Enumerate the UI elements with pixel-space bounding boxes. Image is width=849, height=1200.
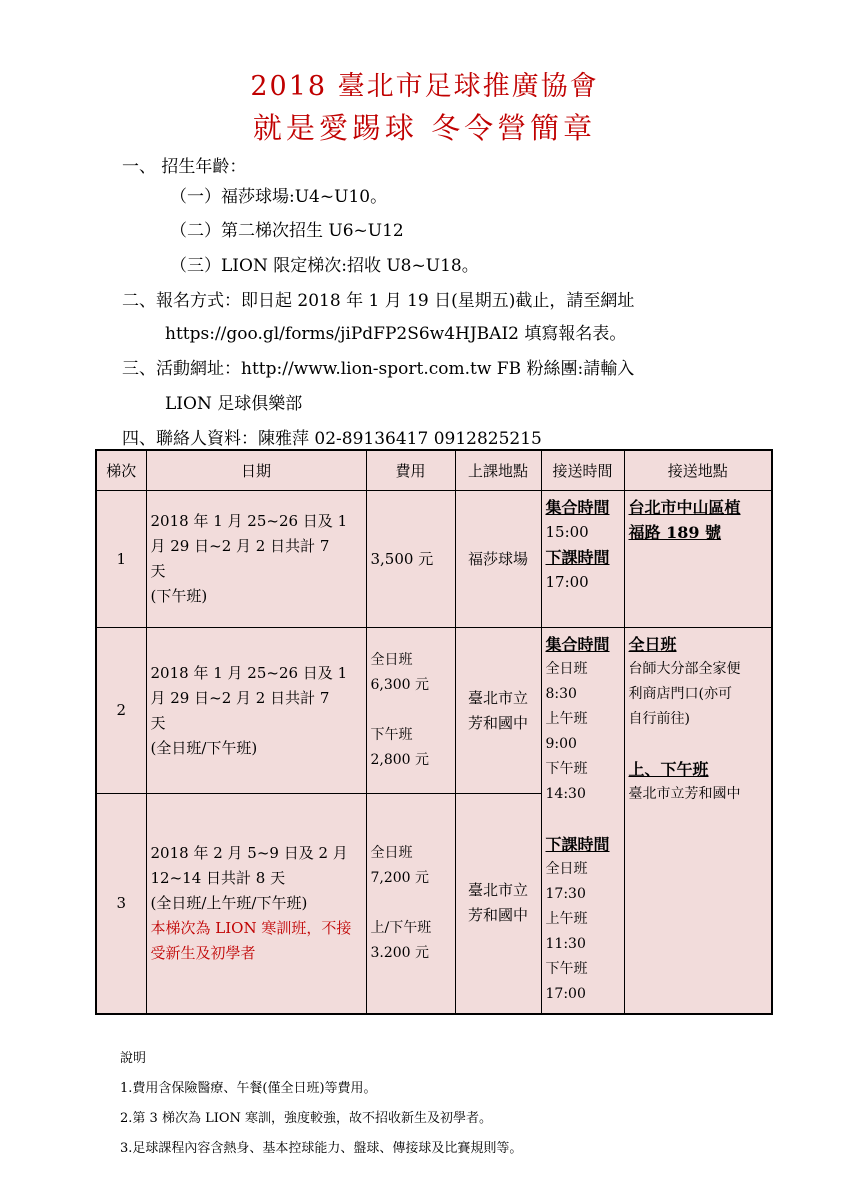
header-venue: 上課地點 xyxy=(455,450,541,491)
time-line: 上午班 xyxy=(545,711,588,727)
section-2-line-2: https://goo.gl/forms/jiPdFP2S6w4HJBAI2 填寫報名表。 xyxy=(165,324,627,344)
header-pickup-location: 接送地點 xyxy=(624,450,772,491)
fee-line: 下午班 xyxy=(370,727,413,743)
notes-title: 說明 xyxy=(120,1051,147,1066)
note-item: 3.足球課程內容含熱身、基本控球能力、盤球、傳接球及比賽規則等。 xyxy=(120,1141,523,1156)
session-venue: 福莎球場 xyxy=(455,491,541,628)
session-fee xyxy=(366,628,455,794)
header-pickup-time: 接送時間 xyxy=(541,450,624,491)
session-date xyxy=(146,794,366,1014)
venue-line: 芳和國中 xyxy=(467,713,528,732)
location-line: 臺北市立芳和國中 xyxy=(628,786,741,802)
section-1-item-3: （三）LION 限定梯次:招收 U8~U18。 xyxy=(170,256,479,276)
section-3-line-2: LION 足球俱樂部 xyxy=(165,394,303,414)
dismiss-time-label: 下課時間 xyxy=(545,548,610,567)
section-3-line-1: 三、活動網址：http://www.lion-sport.com.tw FB 粉絲團:請輸入 xyxy=(122,359,635,379)
time-line: 下午班 xyxy=(545,961,588,977)
date-line: 天 xyxy=(150,562,166,580)
location-line: 福路 189 號 xyxy=(628,523,722,542)
pickup-location xyxy=(624,628,772,1014)
date-line: (下午班) xyxy=(150,587,208,605)
fee-line: 2,800 元 xyxy=(370,752,430,768)
header-session: 梯次 xyxy=(96,450,146,491)
pickup-time xyxy=(541,628,624,1014)
title-line-2: 就是愛踢球 冬令營簡章 xyxy=(252,111,597,145)
date-line: 天 xyxy=(150,713,166,732)
date-line: (全日班/上午班/下午班) xyxy=(150,893,308,912)
section-2-line-1: 二、報名方式：即日起 2018 年 1 月 19 日(星期五)截止，請至網址 xyxy=(122,291,635,311)
header-date: 日期 xyxy=(146,450,366,491)
time-line: 上午班 xyxy=(545,911,588,927)
location-line: 利商店門口(亦可 xyxy=(628,686,732,702)
time-line: 9:00 xyxy=(545,736,577,752)
half-day-label: 上、下午班 xyxy=(628,760,709,779)
session-venue xyxy=(455,628,541,794)
note-item: 2.第 3 梯次為 LION 寒訓，強度較強，故不招收新生及初學者。 xyxy=(120,1111,493,1126)
assemble-time-value: 15:00 xyxy=(545,523,589,541)
table-row xyxy=(96,491,772,628)
date-line: 2018 年 1 月 25~26 日及 1 xyxy=(150,512,348,530)
pickup-time xyxy=(541,491,624,628)
fee-line: 3.200 元 xyxy=(370,944,430,961)
fee-line: 6,300 元 xyxy=(370,677,430,693)
section-4-contact: 四、聯絡人資料：陳雅萍 02-89136417 0912825215 xyxy=(122,429,542,449)
location-line: 自行前往) xyxy=(628,711,690,727)
venue-line: 臺北市立 xyxy=(467,688,528,707)
section-1-item-2: （二）第二梯次招生 U6~U12 xyxy=(170,221,404,241)
fee-line: 上/下午班 xyxy=(370,919,432,936)
time-line: 全日班 xyxy=(545,661,588,677)
location-line: 台北市中山區植 xyxy=(628,498,741,517)
assemble-time-label: 集合時間 xyxy=(545,498,610,517)
date-line: 月 29 日~2 月 2 日共計 7 xyxy=(150,688,330,707)
date-line: 12~14 日共計 8 天 xyxy=(150,868,286,887)
fee-line: 7,200 元 xyxy=(370,869,430,886)
dismiss-time-label: 下課時間 xyxy=(545,835,610,854)
session-date xyxy=(146,628,366,794)
time-line: 11:30 xyxy=(545,936,586,952)
dismiss-time-value: 17:00 xyxy=(545,573,589,591)
session-number: 3 xyxy=(96,794,146,1014)
title-line-1: 2018 臺北市足球推廣協會 xyxy=(250,71,599,102)
session-venue xyxy=(455,794,541,1014)
session-number: 2 xyxy=(96,628,146,794)
fee-line: 全日班 xyxy=(370,652,413,668)
time-line: 17:00 xyxy=(545,986,586,1002)
assemble-time-label: 集合時間 xyxy=(545,635,610,654)
note-item: 1.費用含保險醫療、午餐(僅全日班)等費用。 xyxy=(120,1081,377,1096)
fee-line: 全日班 xyxy=(370,844,413,861)
venue-line: 芳和國中 xyxy=(467,906,528,925)
table-header-row xyxy=(96,450,772,491)
date-note-red: 受新生及初學者 xyxy=(150,943,256,962)
venue-line: 臺北市立 xyxy=(467,881,528,900)
section-1-heading: 一、 招生年齡： xyxy=(122,157,247,177)
session-number: 1 xyxy=(96,491,146,628)
date-line: 月 29 日~2 月 2 日共計 7 xyxy=(150,537,330,555)
pickup-location xyxy=(624,491,772,628)
time-line: 14:30 xyxy=(545,786,586,802)
date-note-red: 本梯次為 LION 寒訓班，不接 xyxy=(150,918,352,937)
session-fee: 3,500 元 xyxy=(366,491,455,628)
session-fee xyxy=(366,794,455,1014)
time-line: 全日班 xyxy=(545,861,588,877)
header-fee: 費用 xyxy=(366,450,455,491)
date-line: 2018 年 1 月 25~26 日及 1 xyxy=(150,663,348,682)
date-line: (全日班/下午班) xyxy=(150,738,258,757)
schedule-table xyxy=(95,449,773,1015)
notes-section xyxy=(120,1044,522,1164)
time-line: 8:30 xyxy=(545,686,577,702)
date-line: 2018 年 2 月 5~9 日及 2 月 xyxy=(150,843,348,862)
time-line: 17:30 xyxy=(545,886,586,902)
session-date xyxy=(146,491,366,628)
location-line: 台師大分部全家便 xyxy=(628,661,741,677)
section-1-item-1: （一）福莎球場:U4~U10。 xyxy=(170,187,388,207)
full-day-label: 全日班 xyxy=(628,635,677,654)
time-line: 下午班 xyxy=(545,761,588,777)
table-row xyxy=(96,628,772,794)
